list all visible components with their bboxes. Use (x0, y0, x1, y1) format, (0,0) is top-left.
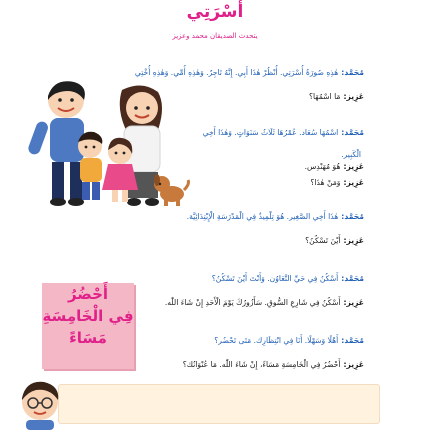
dialogue-line: مُحَمَّد:هٰذِهِ صُورَةُ أُسْرَتِي. أُنْظُرْ هٰذَا أَبِي. إِنَّهُ تَاجِرٌ. وَهٰذِهِ أُمِّي. وَهٰذِهِ أُخْتِي (134, 68, 364, 77)
dialogue-line: الْكَبِير. (341, 150, 361, 159)
callout-line: أَحْضُرُ (67, 285, 109, 303)
dialogue-line: عَزِيز:أَسْكُنُ فِي شَارِعِ السُّوقِ. سَأَزُورُكَ يَوْمَ الْأَحَدِ إِنْ شَاءَ اللّٰه. (164, 298, 364, 307)
boy-avatar-icon (16, 378, 64, 430)
callout-line: مَسَاءً (69, 329, 107, 347)
dialogue-line: مُحَمَّد:هٰذَا أَخِي الصَّغِير. هُوَ تِلْمِيذٌ فِي الْمَدْرَسَةِ الْإِبْتِدَائِيَّة. (186, 212, 364, 221)
address-box (58, 384, 380, 424)
dialogue-line: عَزِيز:مَا اسْمُهَا؟ (308, 92, 364, 101)
time-callout (42, 283, 134, 369)
dialogue-line: مُحَمَّد:أَهْلًا وَسَهْلًا. أَنَا فِي انْتِظَارِك. مَتَى تَحْضُر؟ (214, 336, 364, 345)
dialogue-line: عَزِيز:هُوَ مُهَنْدِس. (304, 162, 364, 171)
dialogue-line: عَزِيز:وَمَنْ هٰذَا؟ (310, 178, 364, 187)
dialogue-line: مُحَمَّد:أَسْكُنُ فِي حَيِّ التَّعَاوُن. وَأَنْتَ أَيْنَ تَسْكُنُ؟ (211, 274, 364, 283)
page-title: أُسْرَتِي (186, 2, 244, 22)
callout-line: فِي الْخَامِسَةِ (42, 307, 134, 325)
page-subtitle: يتحدث الصديقان محمد وعزيز (172, 32, 258, 40)
dialogue-line: عَزِيز:أَحْضُرُ فِي الْخَامِسَةِ مَسَاءً، إِنْ شَاءَ اللّٰه. مَا عُنْوَانُك؟ (182, 360, 364, 369)
dialogue-line: مُحَمَّد:اسْمُهَا سُعَاد. عُمْرُهَا ثَلَاثُ سَنَوَاتٍ. وَهٰذَا أَخِي (202, 128, 364, 137)
dialogue-line: عَزِيز:أَيْنَ تَسْكُنُ؟ (305, 236, 364, 245)
